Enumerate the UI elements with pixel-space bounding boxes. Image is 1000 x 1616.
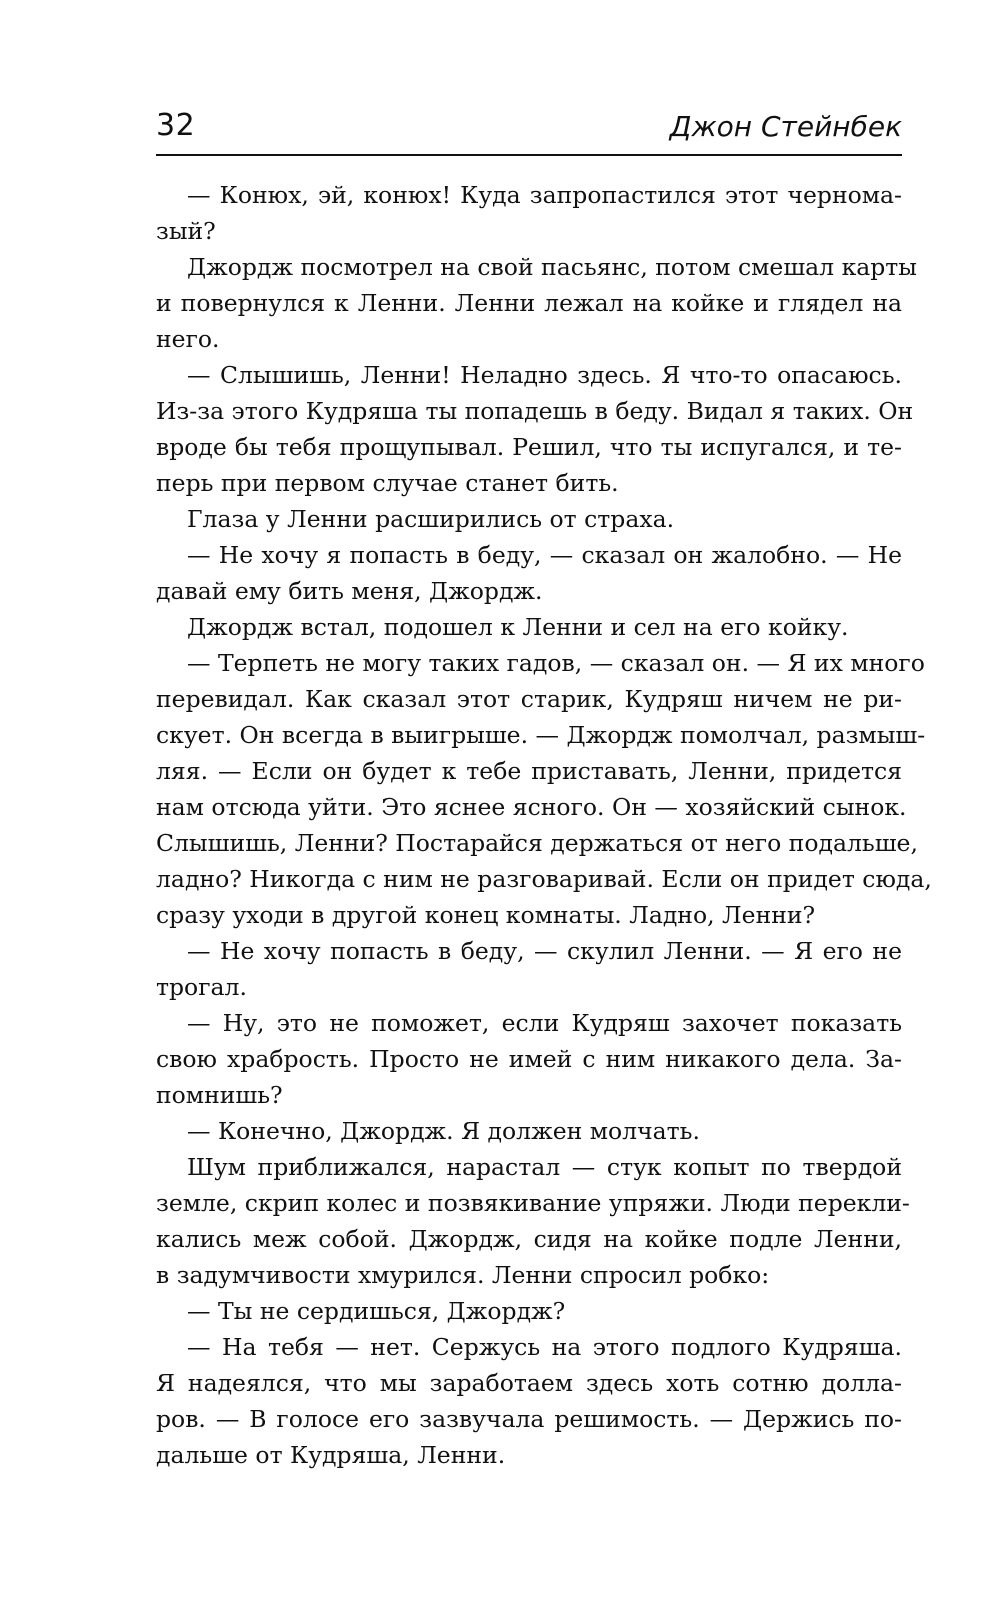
body-text [156,177,932,1473]
text-line: и повернулся к Ленни. Ленни лежал на койке и глядел на [156,289,902,317]
text-line: — Конечно, Джордж. Я должен молчать. [187,1117,700,1145]
text-line: Глаза у Ленни расширились от страха. [187,505,675,533]
text-line: нам отсюда уйти. Это яснее ясного. Он — хозяйский сынок. [156,793,907,821]
text-line: Джордж посмотрел на свой пасьянс, потом смешал карты [187,253,918,281]
text-line: дальше от Кудряша, Ленни. [156,1441,506,1469]
page-header [156,104,902,156]
running-head-author: Джон Стейнбек [669,110,902,143]
text-line: — Не хочу я попасть в беду, — сказал он жалобно. — Не [187,541,902,569]
text-line: него. [156,325,220,353]
text-line: Шум приближался, нарастал — стук копыт по твердой [187,1153,902,1181]
text-line: скует. Он всегда в выигрыше. — Джордж помолчал, размыш- [156,721,926,749]
text-line: трогал. [156,973,247,1001]
text-line: ров. — В голосе его зазвучала решимость. — Держись по- [156,1405,902,1433]
text-line: зый? [156,217,216,245]
text-line: ладно? Никогда с ним не разговаривай. Если он придет сюда, [156,865,932,893]
text-line: ляя. — Если он будет к тебе приставать, Ленни, придется [156,757,902,785]
text-line: вроде бы тебя прощупывал. Решил, что ты испугался, и те- [156,433,902,461]
text-line: давай ему бить меня, Джордж. [156,577,543,605]
text-line: Из-за этого Кудряша ты попадешь в беду. Видал я таких. Он [156,397,914,425]
text-line: перевидал. Как сказал этот старик, Кудряш ничем не ри- [156,685,902,713]
page-number: 32 [156,108,196,143]
text-line: земле, скрип колес и позвякивание упряжи. Люди перекли- [156,1189,910,1217]
text-line: — Терпеть не могу таких гадов, — сказал он. — Я их много [187,649,925,677]
text-line: сразу уходи в другой конец комнаты. Ладно, Ленни? [156,901,816,929]
text-line: — Ну, это не поможет, если Кудряш захочет показать [187,1009,902,1037]
text-line: Слышишь, Ленни? Постарайся держаться от него подальше, [156,829,918,857]
text-line: Я надеялся, что мы заработаем здесь хоть сотню долла- [156,1369,902,1397]
text-line: — Не хочу попасть в беду, — скулил Ленни. — Я его не [187,937,902,965]
text-line: помнишь? [156,1081,283,1109]
text-line: — На тебя — нет. Сержусь на этого подлого Кудряша. [187,1333,902,1361]
text-line: перь при первом случае станет бить. [156,469,619,497]
text-line: — Конюх, эй, конюх! Куда запропастился этот чернома- [187,181,902,209]
text-line: в задумчивости хмурился. Ленни спросил робко: [156,1261,770,1289]
text-line: свою храбрость. Просто не имей с ним никакого дела. За- [156,1045,902,1073]
text-line: — Слышишь, Ленни! Неладно здесь. Я что-то опасаюсь. [187,361,902,389]
text-line: кались меж собой. Джордж, сидя на койке подле Ленни, [156,1225,902,1253]
text-line: Джордж встал, подошел к Ленни и сел на его койку. [187,613,849,641]
text-line: — Ты не сердишься, Джордж? [187,1297,566,1325]
